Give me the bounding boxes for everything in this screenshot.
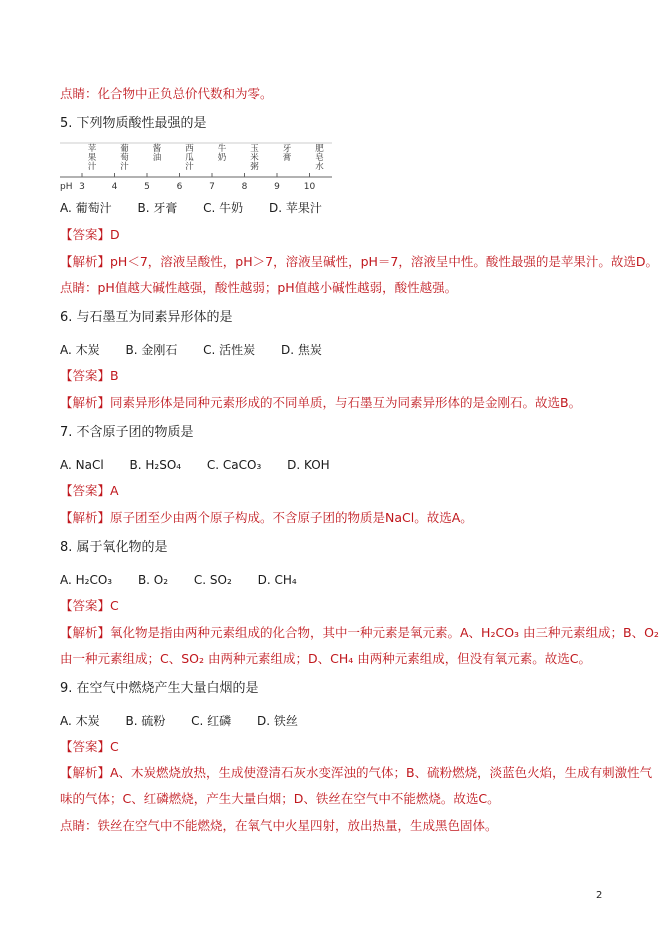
option-c[interactable]: C. SO₂	[193, 573, 232, 587]
note-5: 点睛：pH值越大碱性越强，酸性越弱；pH值越小碱性越弱，酸性越强。	[60, 280, 458, 295]
option-b[interactable]: B. 金刚石	[125, 343, 178, 357]
option-c[interactable]: C. 牛奶	[203, 201, 244, 215]
scale-item-label: 酱	[152, 144, 162, 154]
scale-item-label: 西	[185, 144, 194, 154]
analysis-8-line-2: 由一种元素组成；C、SO₂ 由两种元素组成；D、CH₄ 由两种元素组成，但没有氧元素。故选C。	[60, 651, 591, 666]
option-b[interactable]: B. 硫粉	[125, 714, 166, 728]
analysis-8-line-1: 【解析】氧化物是指由两种元素组成的化合物，其中一种元素是氧元素。A、H₂CO₃ 由三种元素组成；B、O₂	[60, 625, 659, 640]
ph-tick-label: 8	[241, 182, 248, 192]
option-a[interactable]: A. 葡萄汁	[60, 201, 112, 215]
scale-item-label: 果	[87, 153, 97, 163]
ph-tick-label: 7	[209, 182, 215, 192]
options-7	[60, 457, 352, 473]
scale-item-label: 米	[250, 153, 259, 163]
options-5	[60, 200, 344, 216]
answer-5: 【答案】D	[60, 227, 120, 242]
analysis-7: 【解析】原子团至少由两个原子构成。不含原子团的物质是NaCl。故选A。	[60, 510, 473, 525]
option-a[interactable]: A. 木炭	[60, 343, 100, 357]
answer-6: 【答案】B	[60, 368, 119, 383]
scale-item-label: 油	[152, 153, 162, 163]
ph-scale-figure	[60, 141, 335, 196]
scale-item-label: 水	[315, 162, 324, 172]
option-d[interactable]: D. CH₄	[257, 573, 297, 587]
page-number: 2	[596, 890, 603, 901]
options-9	[60, 713, 320, 729]
scale-item-label: 葡	[120, 144, 129, 154]
option-c[interactable]: C. CaCO₃	[206, 458, 262, 472]
answer-9: 【答案】C	[60, 739, 119, 754]
option-d[interactable]: D. 苹果汁	[269, 201, 322, 215]
options-6	[60, 342, 344, 358]
scale-item-label: 奶	[217, 153, 227, 163]
answer-8: 【答案】C	[60, 598, 119, 613]
ph-tick-label: 4	[111, 182, 118, 192]
scale-item-label: 萄	[120, 153, 129, 163]
option-b[interactable]: B. O₂	[137, 573, 169, 587]
analysis-6: 【解析】同素异形体是同种元素形成的不同单质，与石墨互为同素异形体的是金刚石。故选B。	[60, 395, 582, 410]
note-9: 点睛：铁丝在空气中不能燃烧，在氧气中火星四射，放出热量，生成黑色固体。	[60, 818, 498, 833]
option-c[interactable]: C. 红磷	[191, 714, 232, 728]
scale-item-label: 玉	[250, 144, 259, 154]
scale-item-label: 苹	[87, 144, 97, 154]
ph-tick-label: 3	[79, 182, 85, 192]
option-b[interactable]: B. H₂SO₄	[129, 458, 182, 472]
answer-7: 【答案】A	[60, 483, 119, 498]
question-5: 5. 下列物质酸性最强的是	[60, 116, 207, 131]
scale-item-label: 粥	[250, 162, 259, 172]
analysis-9-line-1: 【解析】A、木炭燃烧放热，生成使澄清石灰水变浑浊的气体；B、硫粉燃烧，淡蓝色火焰，生成有刺激性气	[60, 765, 653, 780]
analysis-9-line-2: 味的气体；C、红磷燃烧，产生大量白烟；D、铁丝在空气中不能燃烧。故选C。	[60, 791, 500, 806]
option-c[interactable]: C. 活性炭	[203, 343, 256, 357]
question-6: 6. 与石墨互为同素异形体的是	[60, 310, 233, 325]
ph-label: pH	[60, 182, 73, 192]
question-8: 8. 属于氧化物的是	[60, 540, 168, 555]
option-a[interactable]: A. 木炭	[60, 714, 100, 728]
option-a[interactable]: A. H₂CO₃	[60, 573, 113, 587]
scale-item-label: 牙	[282, 144, 292, 154]
question-7: 7. 不含原子团的物质是	[60, 425, 194, 440]
options-8	[60, 572, 319, 588]
scale-item-label: 瓜	[185, 153, 194, 163]
ph-tick-label: 6	[176, 182, 183, 192]
scale-item-label: 膏	[282, 153, 292, 163]
scale-item-label: 牛	[217, 144, 227, 154]
scale-item-label: 汁	[185, 162, 194, 172]
ph-tick-label: 10	[303, 182, 316, 192]
ph-tick-label: 5	[144, 182, 150, 192]
option-d[interactable]: D. KOH	[287, 458, 330, 472]
scale-item-label: 肥	[315, 144, 324, 154]
scale-item-label: 汁	[87, 162, 97, 172]
option-b[interactable]: B. 牙膏	[137, 201, 178, 215]
scale-item-label: 皂	[315, 153, 324, 163]
analysis-5: 【解析】pH＜7，溶液呈酸性，pH＞7，溶液呈碱性，pH＝7，溶液呈中性。酸性最强的是苹果汁。故选D。	[60, 254, 658, 269]
scale-item-label: 汁	[120, 162, 129, 172]
option-a[interactable]: A. NaCl	[60, 458, 104, 472]
note-top: 点睛：化合物中正负总价代数和为零。	[60, 86, 273, 101]
option-d[interactable]: D. 焦炭	[281, 343, 322, 357]
ph-tick-label: 9	[274, 182, 280, 192]
option-d[interactable]: D. 铁丝	[257, 714, 298, 728]
question-9: 9. 在空气中燃烧产生大量白烟的是	[60, 681, 259, 696]
